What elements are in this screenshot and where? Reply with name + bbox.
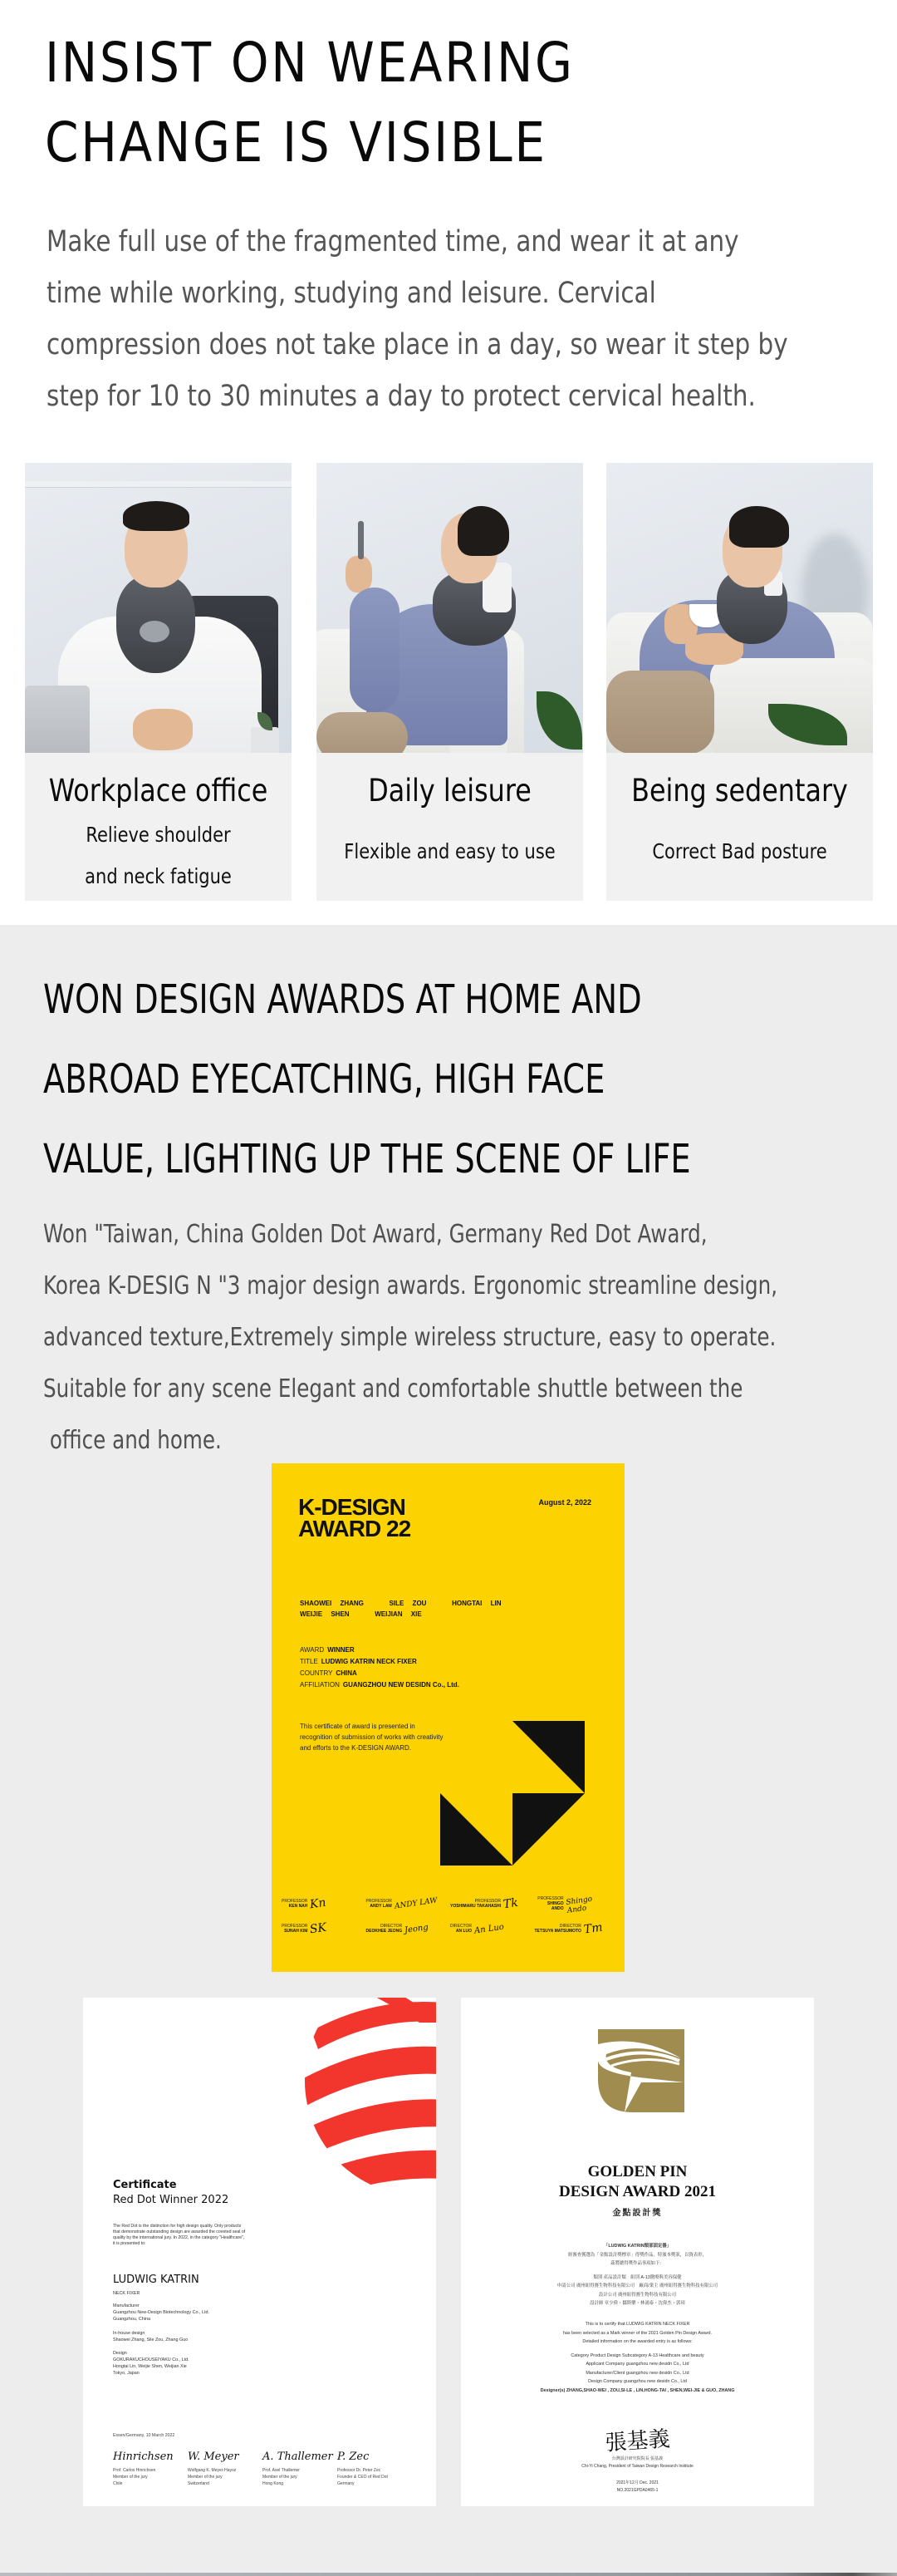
jury-member: P. Zec Professor Dr. Peter Zec Founder & CEO of Red Dot Germany — [337, 2451, 388, 2486]
title-line: ABROAD EYECATCHING, HIGH FACE — [43, 1056, 605, 1103]
title-line: VALUE, LIGHTING UP THE SCENE OF LIFE — [43, 1136, 691, 1182]
design-block: Design GOKURAKUCHOUSEIYAKU Co., Ltd. Hongtai Lin, Weijie Shen, Weijian Xie Tokyo, Japan — [113, 2351, 189, 2376]
paragraph-line: Make full use of the fragmented time, and wear it at any — [47, 225, 739, 258]
card-subtitle: Relieve shoulder — [86, 823, 231, 847]
names-row: WEIJIE SHEN WEIJIAN XIE — [300, 1610, 422, 1618]
k-design-logo — [298, 1494, 411, 1541]
field-country: COUNTRY CHINA — [300, 1669, 357, 1677]
being-sedentary-photo — [606, 463, 873, 753]
certificate-heading: Certificate — [113, 2179, 177, 2191]
jury-signatures — [113, 2451, 412, 2487]
usage-card-workplace — [25, 463, 292, 901]
awards-section-paragraph — [43, 1209, 860, 1467]
paragraph-line: Won "Taiwan, China Golden Dot Award, Germany Red Dot Award, — [43, 1220, 708, 1249]
paragraph-line: step for 10 to 30 minutes a day to protect cervical health. — [47, 380, 756, 413]
signature: PROFESSOR YOSHIMARU TAKAHASHI Tk — [450, 1895, 519, 1912]
president-signature: 張基義 — [604, 2426, 671, 2456]
product-name: LUDWIG KATRIN — [113, 2274, 199, 2286]
jury-member: A. Thallemer Prof. Axel Thallemer Member of the jury Hong Kong — [262, 2451, 333, 2486]
golden-pin-award-certificate — [461, 1998, 814, 2506]
k-design-triangle-mark-icon — [440, 1721, 585, 1866]
paragraph-line: office and home. — [43, 1426, 222, 1455]
product-type: NECK FIXER — [113, 2291, 140, 2296]
place-date: Essen/Germany, 10 March 2022 — [113, 2433, 175, 2438]
next-section-image-edge — [0, 2573, 897, 2576]
signature: DIRECTOR AN LUO An Luo — [450, 1922, 505, 1935]
certificate-date: August 2, 2022 — [538, 1498, 591, 1507]
paragraph-line: Korea K-DESIG N "3 major design awards. Ergonomic streamline design, — [43, 1271, 778, 1300]
card-subtitle: Correct Bad posture — [652, 839, 827, 863]
title-line: CHANGE IS VISIBLE — [45, 111, 547, 175]
card-title: Workplace office — [48, 773, 268, 809]
workplace-office-photo — [25, 463, 292, 753]
paragraph-line: advanced texture,Extremely simple wireless structure, easy to operate. — [43, 1323, 777, 1352]
signature: PROFESSOR KEN NAH Kn — [282, 1895, 327, 1912]
title-line: INSIST ON WEARING — [45, 31, 575, 95]
signature: PROFESSOR SUNAH KIM SK — [282, 1920, 328, 1937]
wearing-section-title — [45, 23, 776, 183]
field-title: TITLE LUDWIG KATRIN NECK FIXER — [300, 1658, 417, 1665]
red-dot-award-certificate — [83, 1998, 436, 2506]
paragraph-line: Suitable for any scene Elegant and comfortable shuttle between the — [43, 1374, 743, 1404]
paragraph-line: time while working, studying and leisure. Cervical — [47, 277, 656, 310]
field-affiliation: AFFILIATION GUANGZHOU NEW DESIDN Co., Ltd. — [300, 1681, 459, 1689]
logo-line: AWARD 22 — [298, 1516, 411, 1541]
card-subtitle: Flexible and easy to use — [344, 839, 556, 863]
signature: PROFESSOR ANDY LAW ANDY LAW — [365, 1896, 439, 1911]
chinese-details: 「LUDWIG KATRIN頸部固定器」 經審查獲選為「金點設計獎標章」得獎作品，特頒本獎狀，以資表彰， 茲將總得獎作品事項如下： 類別 產品設計類 組別 A-13醫療與美容保健 申請公司 廣州紐得賽生物科技有限公司 廠商/業主 廣州紐得賽生物科技有限公司 設計公司 廣州紐得賽生物科技有限公司 設計師 章少偉・鄒斯樂・林鴻泰・沈偉杰・郭璋 — [556, 2244, 718, 2306]
english-details: This is to certify that LUDWIG KATRIN NECK FIXER has been selected as a Mark winner of the 2021 Golden Pin Design Award. Detailed information on the awarded entry is as follows: Category Product Design Subcategory A-13 Healthcare and beauty Applicant Company guangzhou new desidn Co., Ltd Manufacturer/Client guangzhou new desidn Co., Ltd Design Company guangzhou new desidn Co., Ltd Designer(s) ZHANG,SHAO-WEI , ZOU,SI-LE , LIN,HONG-TAI , SHEN,WEI-JIE & GUO, ZHANG — [540, 2322, 735, 2393]
certificate-title: GOLDEN PIN DESIGN AWARD 2021 — [559, 2163, 716, 2200]
signature: DIRECTOR DEOKHEE JEONG Jeong — [365, 1922, 429, 1935]
k-design-award-certificate — [272, 1463, 625, 1972]
signatures-grid — [282, 1895, 614, 1935]
certificate-description: This certificate of award is presented in recognition of submission of works with creativity and efforts to the K-DESIGN AWARD. — [300, 1723, 444, 1752]
signature: DIRECTOR TETSUYA MATSUMOTO Tm — [534, 1920, 604, 1937]
red-dot-striped-ball-icon — [295, 1998, 436, 2194]
field-award: AWARD WINNER — [300, 1646, 355, 1654]
signature: PROFESSOR SHINGO ANDO Shingo Ando — [537, 1895, 593, 1915]
card-title: Daily leisure — [368, 773, 532, 809]
award-fields — [300, 1644, 459, 1691]
certificate-intro: The Red Dot is the distinction for high design quality. Only products that demonstrate outstanding design are awarded the coveted seal of quality by the international jury. In 2022, in the category "Healthcare", it is presented to: — [113, 2224, 246, 2246]
signer-info: 台灣設計研究院院長 張基義 Chi-Yi Chang, President of Taiwan Design Research Institute — [581, 2456, 694, 2469]
golden-pin-logo-icon — [598, 2029, 684, 2112]
logo-line: K-DESIGN — [298, 1494, 405, 1520]
names-row: SHAOWEI ZHANG SILE ZOU HONGTAI LIN — [300, 1600, 502, 1607]
wearing-section-paragraph — [47, 216, 828, 422]
usage-card-sedentary — [606, 463, 873, 901]
date-and-number: 2021年12月 Dec. 2021 NO.2021GPDA0465-1 — [616, 2480, 659, 2493]
card-subtitle: and neck fatigue — [85, 864, 232, 888]
jury-member: Hinrichsen Prof. Carlos Hinrichsen Member of the jury Chile — [113, 2451, 174, 2486]
card-title: Being sedentary — [631, 773, 848, 809]
usage-card-leisure — [316, 463, 583, 901]
awards-section-title — [43, 960, 807, 1199]
inhouse-design-block: In-house design Shaowei Zhang, Sile Zou, Zhang Guo — [113, 2331, 189, 2342]
paragraph-line: compression does not take place in a day, so wear it step by — [47, 328, 788, 361]
jury-member: W. Meyer Wolfgang K. Meyer-Hayoz Member of the jury Switzerland — [188, 2451, 239, 2486]
manufacturer-block: Manufacturer Guangzhou New-Design Biotechnology Co., Ltd. Guangzhou, China — [113, 2303, 209, 2322]
title-line: WON DESIGN AWARDS AT HOME AND — [43, 976, 642, 1023]
daily-leisure-photo — [316, 463, 583, 753]
certificate-title-chinese: 金點設計獎 — [612, 2209, 663, 2218]
certificate-subheading: Red Dot Winner 2022 — [113, 2194, 229, 2206]
designer-names — [300, 1598, 502, 1620]
